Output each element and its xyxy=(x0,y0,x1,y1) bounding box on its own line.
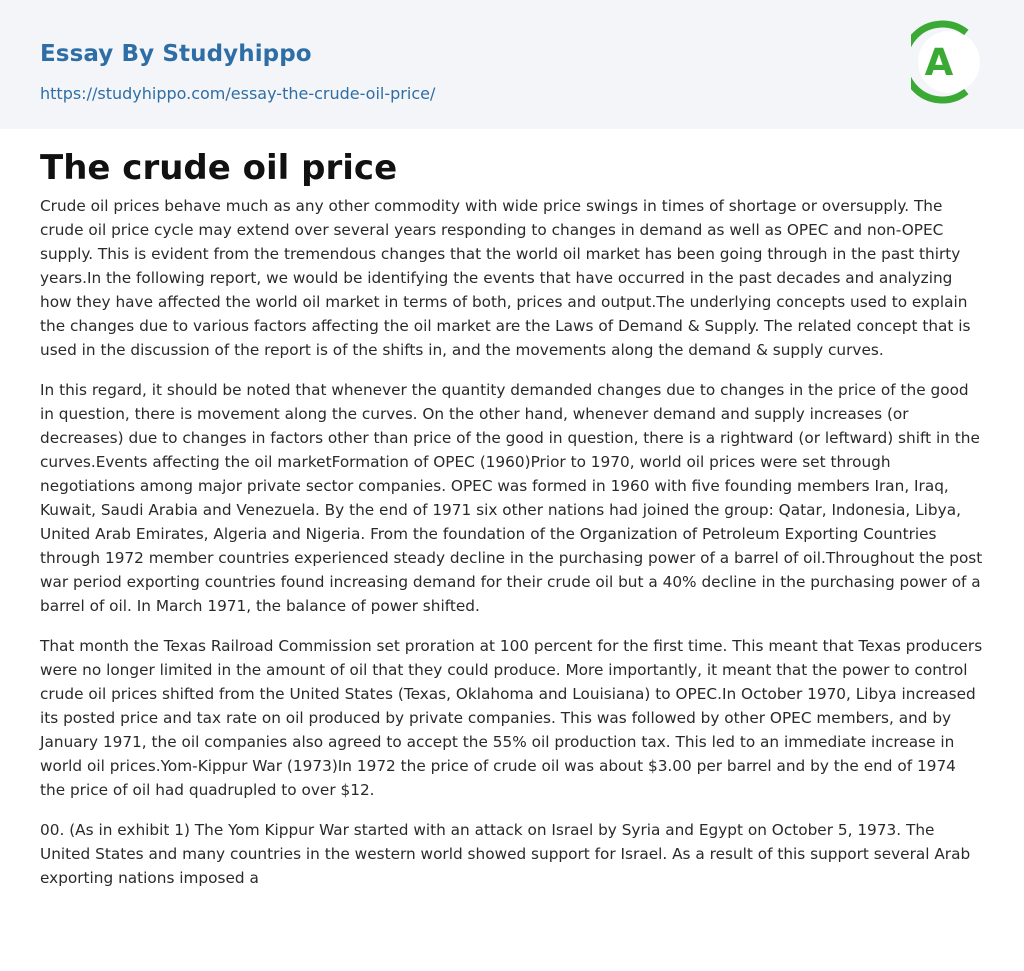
site-header xyxy=(0,0,1024,129)
essay-paragraph: In this regard, it should be noted that whenever the quantity demanded changes due to changes in the price of the good in question, there is movement along the curves. On the other hand, whenever demand and supply increases (or decreases) due to changes in factors other than price of the good in question, there is a rightward (or leftward) shift in the curves.Events affecting the oil marketFormation of OPEC (1960)Prior to 1970, world oil prices were set through negotiations among major private sector companies. OPEC was formed in 1960 with five founding members Iran, Iraq, Kuwait, Saudi Arabia and Venezuela. By the end of 1971 six other nations had joined the group: Qatar, Indonesia, Libya, United Arab Emirates, Algeria and Nigeria. From the foundation of the Organization of Petroleum Exporting Countries through 1972 member countries experienced steady decline in the purchasing power of a barrel of oil.Throughout the post war period exporting countries found increasing demand for their crude oil but a 40% decline in the purchasing power of a barrel of oil. In March 1971, the balance of power shifted. xyxy=(40,381,983,615)
essay-paragraph: That month the Texas Railroad Commission set proration at 100 percent for the first time. This meant that Texas producers were no longer limited in the amount of oil that they could produce. More importantly, it meant that the power to control crude oil prices shifted from the United States (Texas, Oklahoma and Louisiana) to OPEC.In October 1970, Libya increased its posted price and tax rate on oil produced by private companies. This was followed by other OPEC members, and by January 1971, the oil companies also agreed to accept the 55% oil production tax. This led to an immediate increase in world oil prices.Yom-Kippur War (1973)In 1972 the price of crude oil was about $3.00 per barrel and by the end of 1974 the price of oil had quadrupled to over $12. xyxy=(40,637,983,799)
essay-url-link[interactable]: https://studyhippo.com/essay-the-crude-oil-price/ xyxy=(40,84,436,103)
essay-body xyxy=(40,194,984,906)
essay-title: The crude oil price xyxy=(40,148,398,188)
essay-paragraph: 00. (As in exhibit 1) The Yom Kippur War started with an attack on Israel by Syria and Egypt on October 5, 1973. The United States and many countries in the western world showed support for Israel. As a result of this support several Arab exporting nations imposed a xyxy=(40,821,971,887)
logo-letter: A xyxy=(924,41,954,84)
studyhippo-logo-icon[interactable] xyxy=(911,18,987,106)
essay-paragraph: Crude oil prices behave much as any other commodity with wide price swings in times of shortage or oversupply. The crude oil price cycle may extend over several years responding to changes in demand as well as OPEC and non-OPEC supply. This is evident from the tremendous changes that the world oil market has been going through in the past thirty years.In the following report, we would be identifying the events that have occurred in the past decades and analyzing how they have affected the world oil market in terms of both, prices and output.The underlying concepts used to explain the changes due to various factors affecting the oil market are the Laws of Demand & Supply. The related concept that is used in the discussion of the report is of the shifts in, and the movements along the demand & supply curves. xyxy=(40,197,971,359)
site-brand[interactable]: Essay By Studyhippo xyxy=(40,41,312,67)
